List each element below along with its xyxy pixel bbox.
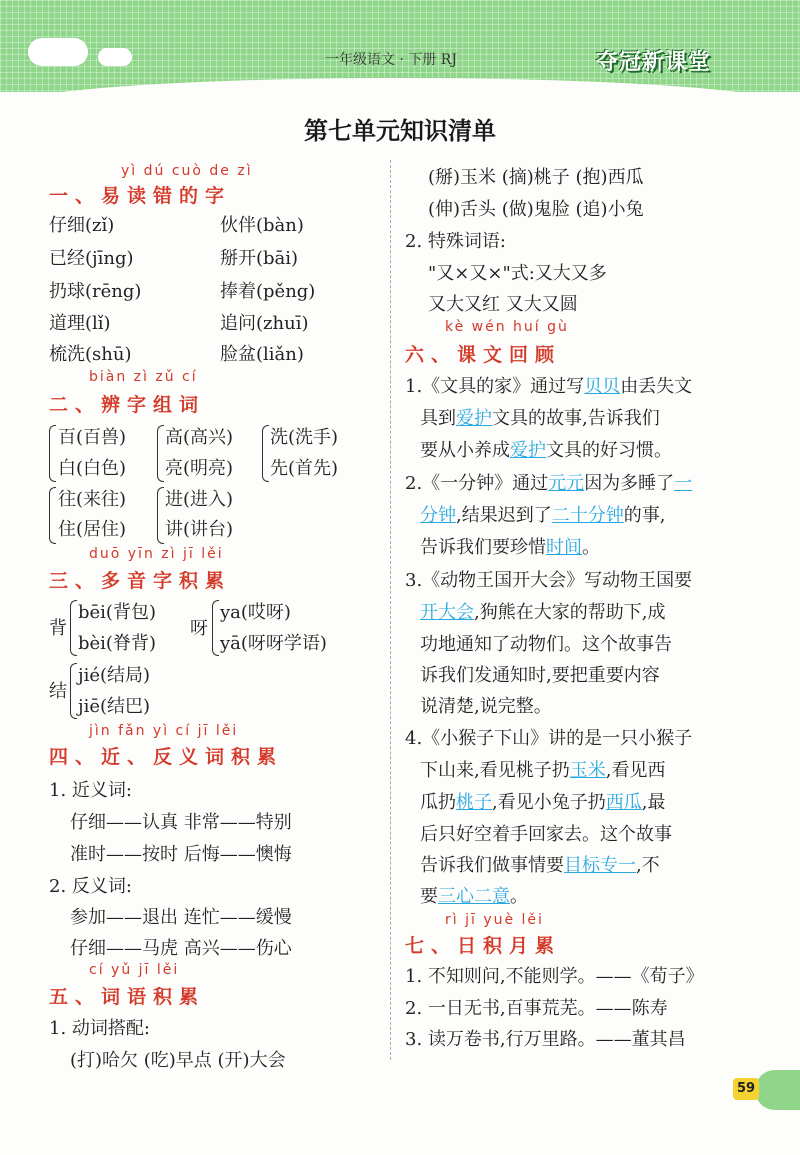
page-number: 59 [733, 1078, 759, 1100]
brand-logo: 夺冠新课堂 [596, 50, 712, 75]
recap-line: 后只好空着手回家去。这个故事 [420, 824, 672, 845]
recap-line [405, 469, 692, 495]
answer-blank: 时间 [546, 537, 582, 558]
recap-line [420, 598, 665, 624]
recap-line [405, 372, 692, 398]
cloud-decoration [98, 48, 132, 66]
answer-blank: 三心二意 [438, 886, 510, 907]
list-item: 扔球(rēng) [49, 281, 142, 302]
brace [49, 425, 56, 482]
recap-text: 。 [510, 886, 528, 907]
answer-blank: 目标专一 [564, 855, 636, 876]
brace [212, 600, 219, 656]
recap-line: 功地通知了动物们。这个故事告 [420, 634, 672, 655]
brace [49, 487, 56, 544]
list-item: 亮(明亮) [165, 458, 234, 479]
answer-blank: 爱护 [456, 408, 492, 429]
sec1-pinyin: yì dú cuò de zì [121, 163, 253, 179]
list-item: jiē(结巴) [78, 696, 151, 717]
sec4-title: 四、近、反义词积累 [49, 746, 284, 768]
text-line: 又大又红 又大又圆 [428, 294, 578, 315]
recap-text: 文具的故事,告诉我们 [492, 408, 660, 429]
answer-blank: 玉米 [569, 760, 606, 781]
answer-blank: 二十分钟 [551, 505, 624, 526]
recap-text: 因为多睡了 [584, 473, 675, 494]
list-item: 洗(洗手) [270, 427, 339, 448]
recap-line [420, 851, 660, 877]
recap-text: 。 [582, 537, 600, 558]
text-line: 准时——按时 后悔——懊悔 [70, 844, 292, 865]
answer-blank: 一 [674, 473, 693, 494]
text-line: 参加——退出 连忙——缓慢 [70, 907, 292, 928]
recap-text: 瓜扔 [420, 792, 456, 813]
recap-text: 2.《一分钟》通过 [405, 473, 549, 494]
sec2-pinyin: biàn zì zǔ cí [89, 369, 198, 385]
list-item: 追问(zhuī) [220, 313, 309, 334]
recap-text: 的事, [623, 505, 666, 526]
recap-line: 诉我们发通知时,要把重要内容 [420, 665, 660, 686]
recap-text: 文具的好习惯。 [546, 440, 672, 461]
recap-text: 告诉我们做事情要 [420, 855, 564, 876]
recap-line: 说清楚,说完整。 [420, 696, 552, 717]
text-line: 2. 反义词: [49, 876, 132, 897]
answer-blank: 桃子 [456, 792, 492, 813]
sec3-pinyin: duō yīn zì jī lěi [89, 546, 224, 562]
list-item: 梳洗(shū) [49, 344, 132, 365]
list-item: bèi(脊背) [78, 633, 156, 654]
text-line: 仔细——认真 非常——特别 [70, 812, 292, 833]
recap-line [420, 404, 660, 430]
text-line: (打)哈欠 (吃)早点 (开)大会 [70, 1050, 286, 1071]
recap-line: 3.《动物王国开大会》写动物王国要 [405, 570, 693, 591]
recap-line [420, 788, 665, 814]
list-item: 住(居住) [58, 519, 127, 540]
recap-line [420, 756, 665, 782]
quote-line: 1. 不知则问,不能则学。——《荀子》 [405, 966, 704, 987]
recap-text: 由丢失文 [620, 376, 693, 397]
answer-blank: 爱护 [510, 440, 546, 461]
list-item: ya(哎呀) [220, 602, 291, 623]
brace [70, 663, 77, 719]
answer-blank: 元元 [548, 473, 585, 494]
list-item: bēi(背包) [78, 602, 156, 623]
recap-text: 要从小养成 [420, 440, 510, 461]
recap-text: ,看见西 [605, 760, 666, 781]
sec2-title: 二、辨字组词 [49, 394, 206, 416]
recap-text: ,最 [641, 792, 666, 813]
text-line: (伸)舌头 (做)鬼脸 (追)小兔 [428, 199, 644, 220]
brace [70, 600, 77, 656]
book-title: 一年级语文 · 下册 RJ [325, 52, 457, 68]
sec1-title: 一、易读错的字 [49, 185, 232, 207]
list-item: 先(首先) [270, 458, 339, 479]
column-divider [390, 160, 391, 1060]
list-item: 捧着(pěng) [220, 281, 316, 302]
recap-text: ,看见小兔子扔 [492, 792, 606, 813]
answer-blank: 分钟 [420, 505, 456, 526]
answer-blank: 贝贝 [584, 376, 621, 397]
recap-text: 1.《文具的家》通过写 [405, 376, 585, 397]
recap-line [420, 501, 665, 527]
brace [157, 425, 164, 482]
list-item: 已经(jīng) [49, 248, 134, 269]
sec6-title: 六、课文回顾 [405, 344, 562, 366]
sec5-title: 五、词语积累 [49, 986, 206, 1008]
list-item: 百(百兽) [58, 427, 127, 448]
cloud-decoration [28, 38, 88, 66]
page-title: 第七单元知识清单 [304, 117, 496, 145]
recap-text: ,狗熊在大家的帮助下,成 [474, 602, 666, 623]
polyphone-char: 背 [49, 618, 67, 639]
quote-line: 3. 读万卷书,行万里路。——董其昌 [405, 1029, 686, 1050]
sec7-pinyin: rì jī yuè lěi [445, 912, 544, 928]
recap-line [420, 882, 528, 908]
quote-line: 2. 一日无书,百事荒芜。——陈寿 [405, 998, 668, 1019]
recap-line [420, 533, 600, 559]
list-item: 往(来往) [58, 489, 127, 510]
list-item: 伙伴(bàn) [220, 215, 304, 236]
header-wave [0, 78, 800, 108]
recap-text: ,不 [636, 855, 660, 876]
recap-text: 具到 [420, 408, 456, 429]
sec5-pinyin: cí yǔ jī lěi [89, 962, 180, 978]
list-item: 仔细(zǐ) [49, 215, 115, 236]
text-line: 仔细——马虎 高兴——伤心 [70, 938, 292, 959]
text-line: 1. 近义词: [49, 780, 132, 801]
recap-text: 下山来,看见桃子扔 [420, 760, 570, 781]
sec7-title: 七、日积月累 [405, 935, 562, 957]
list-item: 白(白色) [58, 458, 127, 479]
text-line: 2. 特殊词语: [405, 231, 506, 252]
list-item: 高(高兴) [165, 427, 234, 448]
answer-blank: 西瓜 [605, 792, 642, 813]
list-item: 进(进入) [165, 489, 234, 510]
list-item: 掰开(bāi) [220, 248, 299, 269]
list-item: 脸盆(liǎn) [220, 344, 304, 365]
brace [157, 487, 164, 544]
corner-decoration [755, 1070, 800, 1110]
sec3-title: 三、多音字积累 [49, 570, 232, 592]
sec6-pinyin: kè wén huí gù [445, 319, 569, 335]
page-header [0, 0, 800, 92]
recap-line: 4.《小猴子下山》讲的是一只小猴子 [405, 728, 693, 749]
text-line: "又×又×"式:又大又多 [428, 263, 607, 284]
text-line: 1. 动词搭配: [49, 1018, 150, 1039]
polyphone-char: 呀 [190, 618, 208, 639]
brace [262, 425, 269, 482]
text-line: (掰)玉米 (摘)桃子 (抱)西瓜 [428, 167, 644, 188]
recap-text: 要 [420, 886, 438, 907]
polyphone-char: 结 [49, 681, 67, 702]
sec4-pinyin: jìn fǎn yì cí jī lěi [89, 723, 239, 739]
list-item: yā(呀呀学语) [220, 633, 327, 654]
list-item: jié(结局) [78, 665, 151, 686]
list-item: 道理(lǐ) [49, 313, 111, 334]
recap-text: 告诉我们要珍惜 [420, 537, 546, 558]
answer-blank: 开大会 [420, 602, 474, 623]
recap-text: ,结果迟到了 [456, 505, 552, 526]
recap-line [420, 436, 672, 462]
list-item: 讲(讲台) [165, 519, 234, 540]
